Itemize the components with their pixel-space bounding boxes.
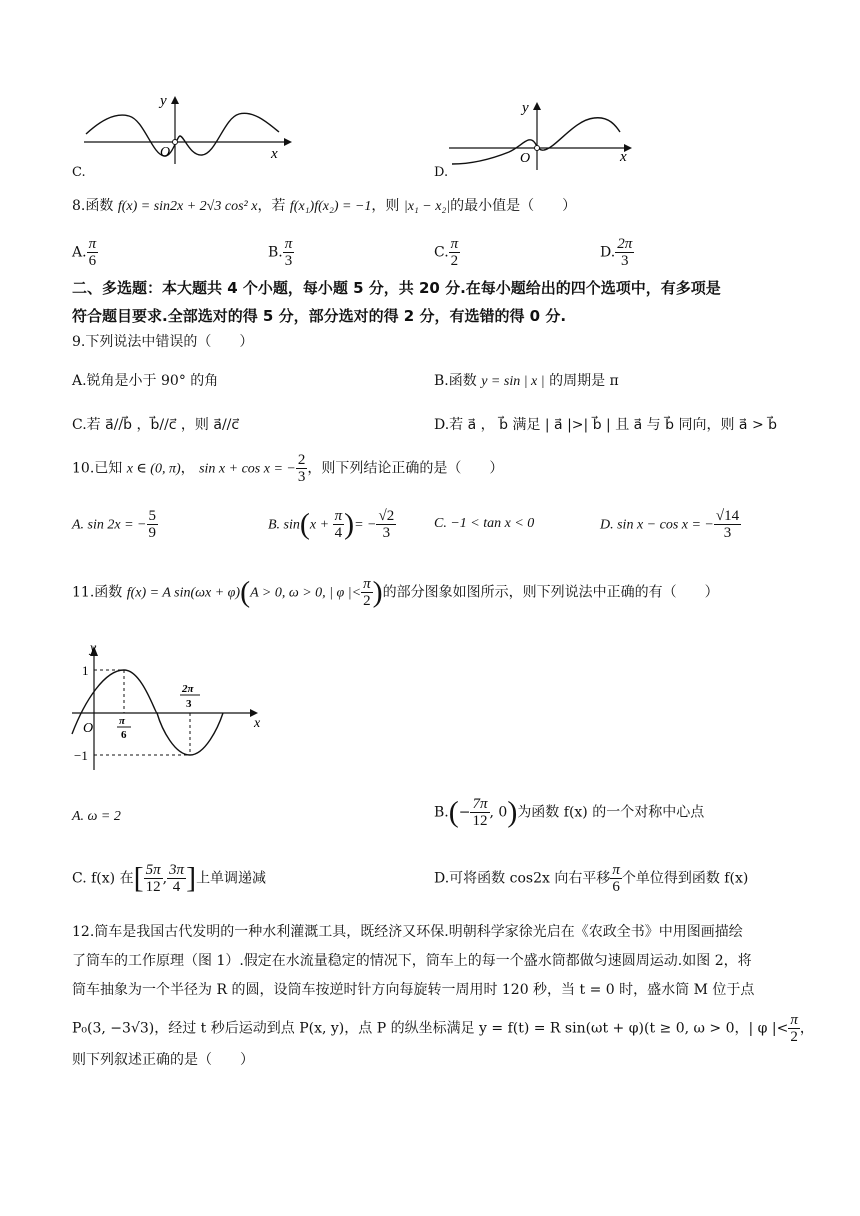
svg-text:x: x bbox=[254, 716, 261, 731]
graph-option-d bbox=[444, 98, 644, 173]
q10-option-d[interactable]: D. sin x − cos x = − $\frac{√14}{3}$ bbox=[600, 508, 740, 541]
question-12-line1: 12.筒车是我国古代发明的一种水利灌溉工具，既经济又环保.明朝科学家徐光启在《农政全书》中用图画描绘 bbox=[72, 924, 743, 940]
q8-option-d[interactable]: D. $\frac{2\pi}{3}$ bbox=[600, 236, 633, 269]
svg-text:3: 3 bbox=[186, 698, 192, 710]
q11-option-a[interactable]: A. ω = 2 bbox=[72, 809, 121, 824]
question-12-line2: 了筒车的工作原理（图 1）.假定在水流量稳定的情况下，筒车上的每一个盛水筒都做匀速圆周运动.如图 2，将 bbox=[72, 953, 752, 969]
q8-target: |x₁ − x₂| bbox=[403, 199, 451, 214]
q9-option-d[interactable]: D.若 a⃗ ， b⃗ 满足 | a⃗ |>| b⃗ | 且 a⃗ 与 b⃗ 同向，则 a⃗ > b⃗ bbox=[434, 417, 778, 433]
section-2-header-line2: 符合题目要求.全部选对的得 5 分，部分选对的得 2 分，有选错的得 0 分. bbox=[72, 307, 567, 325]
question-12-line4: P₀(3, −3√3)，经过 t 秒后运动到点 P(x, y)，点 P 的纵坐标满足 y = f(t) = R sin(ωt + φ)(t ≥ 0, ω > 0，| φ |< $\frac{\pi}{2}$ ， bbox=[72, 1012, 814, 1045]
q9-option-a[interactable]: A.锐角是小于 90° 的角 bbox=[72, 373, 219, 389]
x-label: x bbox=[271, 146, 278, 162]
q8-option-a[interactable]: A. $\frac{\pi}{6}$ bbox=[72, 236, 97, 269]
q10-option-b[interactable]: B. sin(x + $\frac{\pi}{4}$ )= − $\frac{√2}{3}$ bbox=[268, 507, 395, 541]
q8-formula: f(x) = sin2x + 2√3 cos² x bbox=[117, 199, 258, 214]
question-8: 8.函数 f(x) = sin2x + 2√3 cos² x，若 f(x₁)f(x₂) = −1，则 |x₁ − x₂|的最小值是（ ） bbox=[72, 198, 577, 214]
q10-option-c[interactable]: C. −1 < tan x < 0 bbox=[434, 516, 535, 531]
question-12-line3: 筒车抽象为一个半径为 R 的圆，设筒车按逆时针方向每旋转一周用时 120 秒，当 t = 0 时，盛水筒 M 位于点 bbox=[72, 982, 755, 998]
q9-option-c[interactable]: C.若 a⃗//b⃗ ，b⃗//c⃗ ，则 a⃗//c⃗ bbox=[72, 417, 240, 433]
svg-text:2π: 2π bbox=[182, 683, 194, 695]
svg-text:y: y bbox=[522, 100, 529, 116]
wave-curve-c bbox=[86, 113, 279, 156]
section-2-header-line1: 二、多选题：本大题共 4 个小题，每小题 5 分，共 20 分.在每小题给出的四个选项中，有多项是 bbox=[72, 279, 721, 297]
q8-condition: f(x₁)f(x₂) = −1 bbox=[289, 199, 372, 214]
svg-text:x: x bbox=[620, 149, 627, 165]
question-9-stem: 9.下列说法中错误的（ ） bbox=[72, 334, 254, 350]
svg-text:1: 1 bbox=[82, 663, 89, 678]
svg-text:6: 6 bbox=[121, 729, 127, 741]
question-11-stem: 11.函数 f(x) = A sin(ωx + φ)(A > 0, ω > 0, | φ |< $\frac{\pi}{2}$ )的部分图象如图所示，则下列说法中正确的有（ ） bbox=[72, 575, 719, 609]
q9-option-b[interactable]: B.函数 y = sin | x | 的周期是 π bbox=[434, 373, 619, 389]
question-10-stem: 10.已知 x ∈ (0, π)， sin x + cos x = − $\frac{2}{3}$ ，则下列结论正确的是（ ） bbox=[72, 452, 504, 485]
q11-option-b[interactable]: B.(− $\frac{7\pi}{12}$ , 0)为函数 f(x) 的一个对称中心点 bbox=[434, 795, 705, 829]
svg-text:O: O bbox=[83, 721, 94, 736]
svg-text:y: y bbox=[90, 641, 97, 656]
option-c-label: C. bbox=[72, 165, 86, 180]
q11-sine-graph bbox=[70, 640, 270, 775]
graph-option-c bbox=[74, 92, 294, 167]
q11-option-d[interactable]: D.可将函数 cos2x 向右平移 $\frac{\pi}{6}$ 个单位得到函数 f(x) bbox=[434, 862, 749, 895]
q10-option-a[interactable]: A. sin 2x = − $\frac{5}{9}$ bbox=[72, 508, 156, 541]
y-label: y bbox=[160, 93, 167, 109]
option-d-label: D. bbox=[434, 165, 449, 180]
svg-text:π: π bbox=[119, 715, 126, 727]
svg-text:O: O bbox=[520, 151, 531, 166]
origin-label: O bbox=[160, 145, 171, 160]
q8-option-b[interactable]: B. $\frac{\pi}{3}$ bbox=[268, 236, 293, 269]
wave-curve-d bbox=[452, 118, 620, 164]
q11-option-c[interactable]: C. f(x) 在[ $\frac{5\pi}{12}$ , $\frac{3\pi}{4}$ ]上单调递减 bbox=[72, 861, 267, 895]
svg-text:−1: −1 bbox=[74, 748, 88, 763]
question-12-line5: 则下列叙述正确的是（ ） bbox=[72, 1052, 254, 1068]
q8-option-c[interactable]: C. $\frac{\pi}{2}$ bbox=[434, 236, 459, 269]
